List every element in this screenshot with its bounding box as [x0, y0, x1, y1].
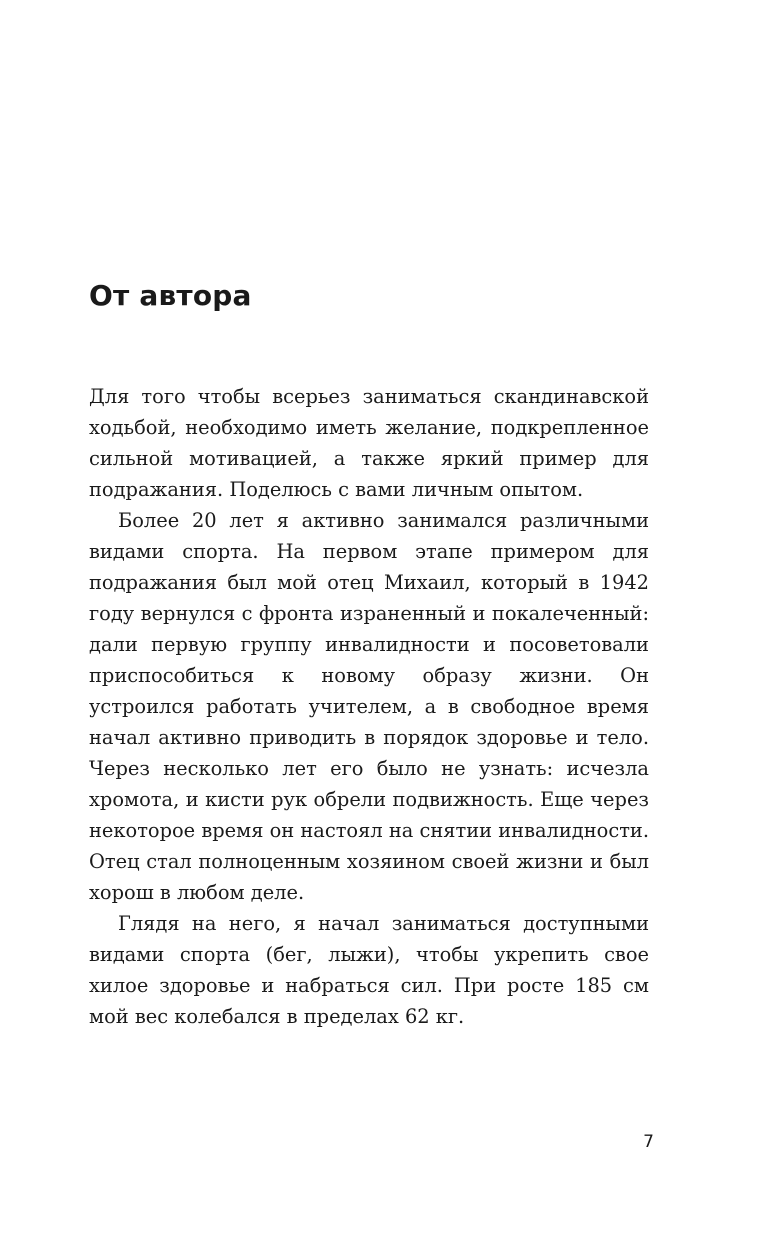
- paragraph-3: Глядя на него, я начал заниматься доступными видами спорта (бег, лыжи), чтобы укрепить свое хилое здоровье и набраться сил. При росте 185 см мой вес колебался в пределах 62 кг.: [89, 912, 649, 1028]
- paragraph-1: Для того чтобы всерьез заниматься скандинавской ходьбой, необходимо иметь желание, подкрепленное сильной мотивацией, а также яркий пример для подражания. Поделюсь с вами личным опытом.: [89, 385, 649, 501]
- chapter-title: От автора: [89, 279, 252, 312]
- chapter-body: [89, 381, 649, 1032]
- paragraph-2: Более 20 лет я активно занимался различными видами спорта. На первом этапе примером для подражания был мой отец Михаил, который в 1942 году вернулся с фронта израненный и покалеченный: дали первую группу инвалидности и посоветовали приспособиться к новому образу жизни. Он устроился работать учителем, а в свободное время начал активно приводить в порядок здоровье и тело. Через несколько лет его было не узнать: исчезла хромота, и кисти рук обрели подвижность. Еще через некоторое время он настоял на снятии инвалидности. Отец стал полноценным хозяином своей жизни и был хорош в любом деле.: [89, 509, 650, 904]
- page-number: 7: [643, 1132, 654, 1152]
